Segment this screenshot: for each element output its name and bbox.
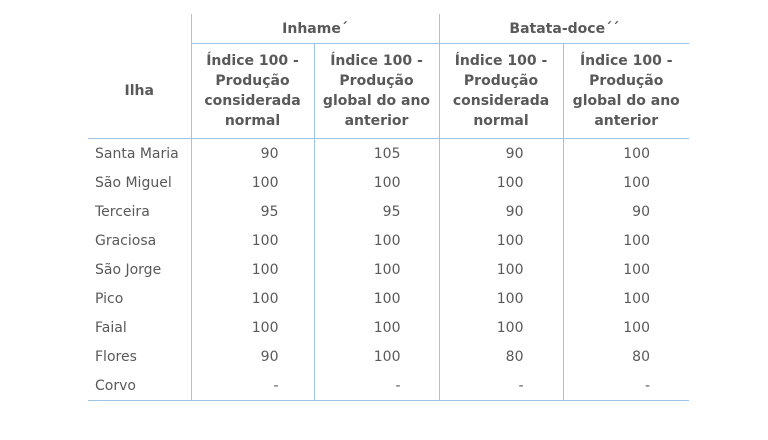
column-header-batata-normal: Índice 100 - Produção considerada normal [439, 44, 563, 139]
cell-value: - [439, 371, 563, 401]
cell-value: 100 [191, 226, 314, 255]
cell-value: 100 [623, 290, 650, 307]
cell-value: - [191, 371, 314, 401]
table-row [88, 226, 689, 255]
cell-value: 100 [439, 284, 563, 313]
column-header-row [88, 44, 689, 139]
cell-value: 90 [191, 139, 314, 169]
table-row [88, 371, 689, 401]
table-row [88, 284, 689, 313]
cell-value: 90 [439, 139, 563, 169]
group-header-batata-doce: Batata-doce´´ [439, 14, 689, 44]
cell-value: 100 [623, 232, 650, 249]
cell-ilha: Pico [88, 284, 191, 313]
table-row [88, 197, 689, 226]
production-index-table [88, 14, 689, 401]
cell-value: 90 [632, 203, 650, 220]
cell-value: 100 [623, 319, 650, 336]
cell-value: 100 [191, 168, 314, 197]
cell-value: 100 [623, 174, 650, 191]
table-row [88, 255, 689, 284]
cell-ilha: Faial [88, 313, 191, 342]
table-row [88, 168, 689, 197]
group-header-inhame: Inhame´ [191, 14, 439, 44]
data-table-container [88, 14, 689, 401]
cell-ilha: Corvo [88, 371, 191, 401]
column-header-inhame-anterior: Índice 100 - Produção global do ano anterior [314, 44, 439, 139]
cell-value: 105 [314, 139, 439, 169]
group-header-row [88, 14, 689, 44]
cell-ilha: Santa Maria [88, 139, 191, 169]
cell-value: - [314, 371, 439, 401]
cell-value: 80 [439, 342, 563, 371]
table-row [88, 313, 689, 342]
cell-value: 100 [439, 226, 563, 255]
cell-ilha: Terceira [88, 197, 191, 226]
empty-corner-cell [88, 14, 191, 44]
cell-value: 100 [314, 342, 439, 371]
table-row [88, 139, 689, 169]
cell-value: 95 [191, 197, 314, 226]
cell-value: 100 [439, 168, 563, 197]
cell-value: 100 [314, 168, 439, 197]
column-header-batata-anterior: Índice 100 - Produção global do ano anterior [563, 44, 689, 139]
cell-value: 100 [439, 313, 563, 342]
cell-value: 80 [632, 348, 650, 365]
cell-ilha: Graciosa [88, 226, 191, 255]
cell-ilha: Flores [88, 342, 191, 371]
cell-value: 100 [314, 284, 439, 313]
column-header-inhame-normal: Índice 100 - Produção considerada normal [191, 44, 314, 139]
cell-value: 90 [191, 342, 314, 371]
cell-ilha: São Jorge [88, 255, 191, 284]
cell-value: 95 [314, 197, 439, 226]
cell-value: - [563, 371, 689, 401]
cell-value: 90 [439, 197, 563, 226]
cell-value: 100 [191, 284, 314, 313]
cell-value: 100 [623, 261, 650, 278]
column-header-ilha: Ilha [88, 44, 191, 139]
cell-value: 100 [191, 313, 314, 342]
table-body [88, 139, 689, 401]
table-row [88, 342, 689, 371]
cell-value: 100 [314, 226, 439, 255]
cell-value: 100 [623, 145, 650, 162]
cell-value: 100 [191, 255, 314, 284]
cell-value: 100 [314, 313, 439, 342]
cell-value: 100 [439, 255, 563, 284]
cell-value: 100 [314, 255, 439, 284]
cell-ilha: São Miguel [88, 168, 191, 197]
